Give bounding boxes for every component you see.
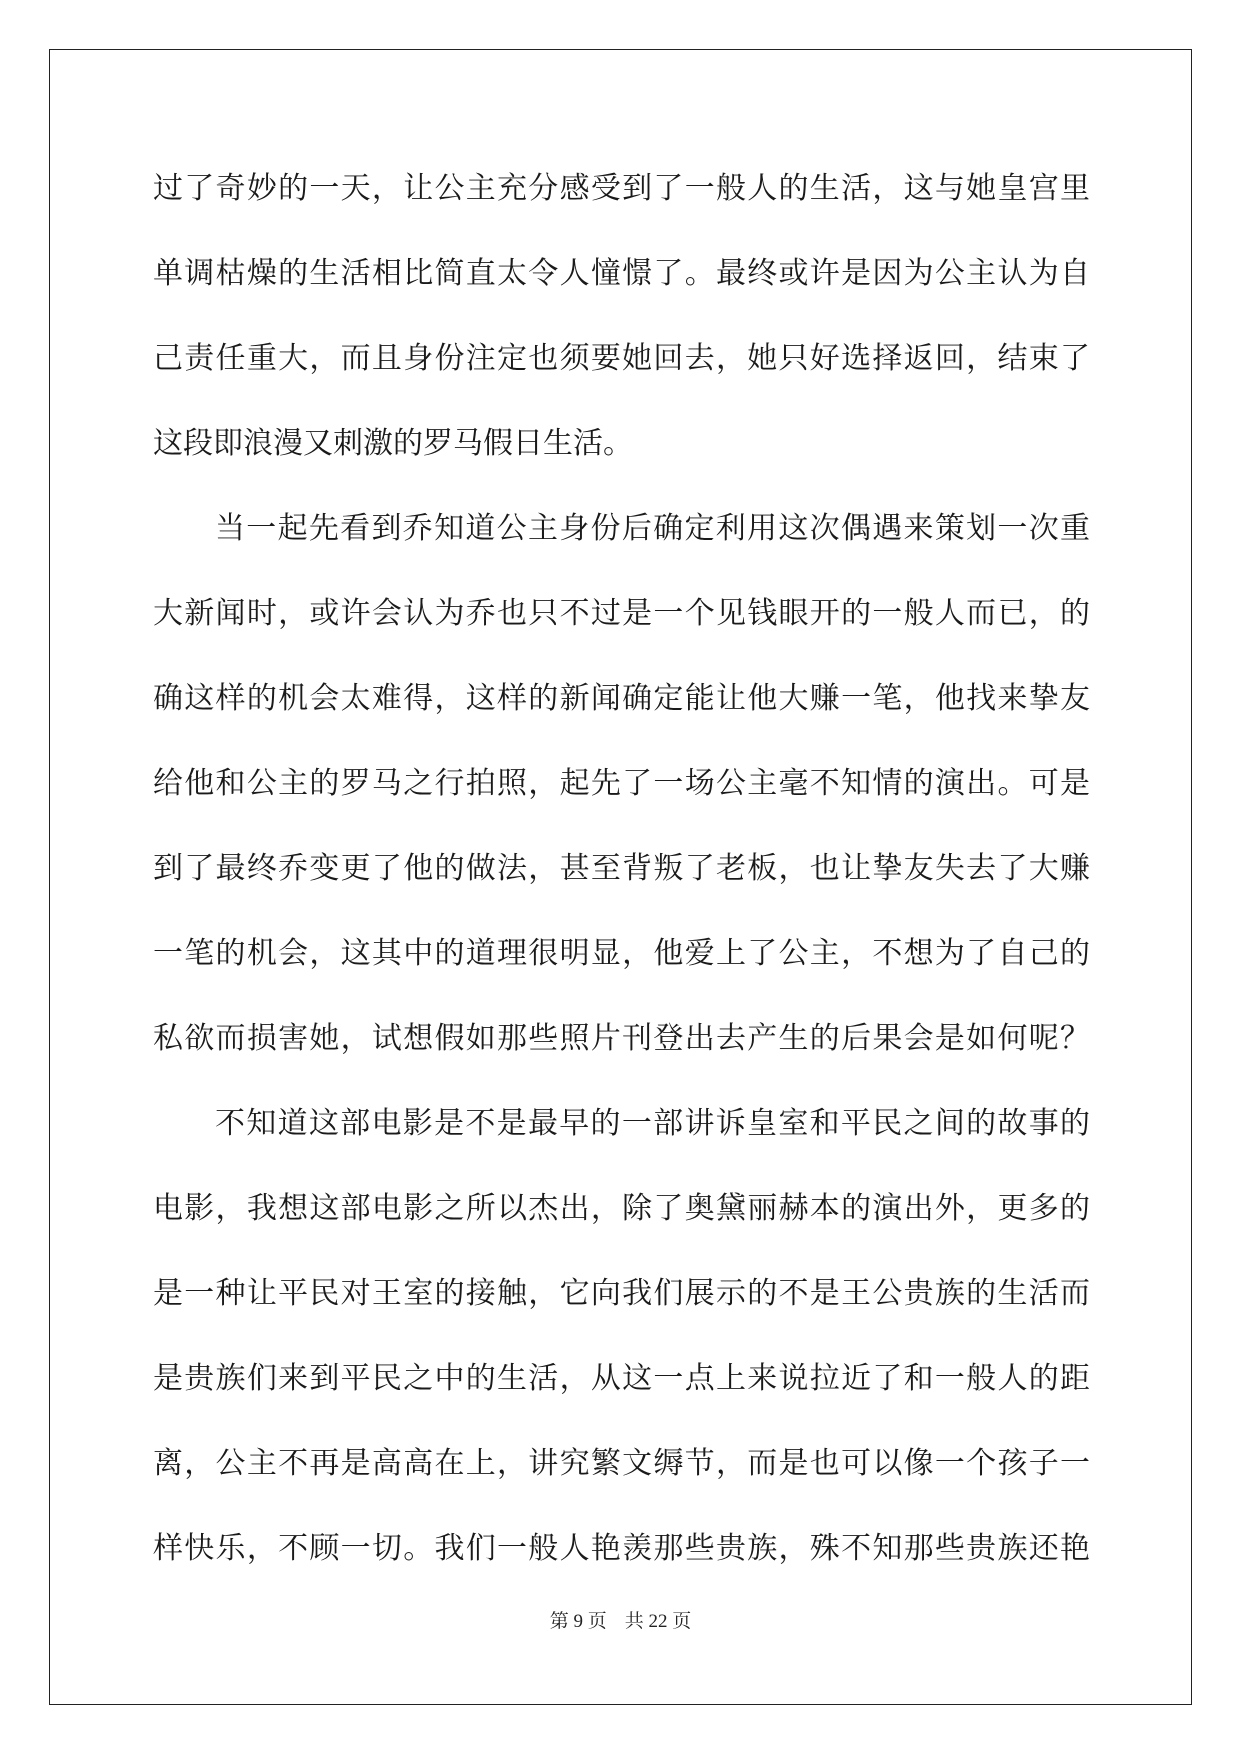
text-line: 单调枯燥的生活相比简直太令人憧憬了。最终或许是因为公主认为自	[153, 256, 1090, 291]
text-line: 私欲而损害她，试想假如那些照片刊登出去产生的后果会是如何呢？	[153, 1021, 1090, 1056]
text-line: 这段即浪漫又刺激的罗马假日生活。	[153, 426, 633, 461]
text-line: 确这样的机会太难得，这样的新闻确定能让他大赚一笔，他找来挚友	[153, 681, 1090, 716]
text-line: 给他和公主的罗马之行拍照，起先了一场公主毫不知情的演出。可是	[153, 766, 1090, 801]
text-line: 己责任重大，而且身份注定也须要她回去，她只好选择返回，结束了	[153, 341, 1090, 376]
text-line: 一笔的机会，这其中的道理很明显，他爱上了公主，不想为了自己的	[153, 936, 1090, 971]
text-line: 电影，我想这部电影之所以杰出，除了奥黛丽赫本的演出外，更多的	[153, 1191, 1090, 1226]
text-line: 是贵族们来到平民之中的生活，从这一点上来说拉近了和一般人的距	[153, 1361, 1090, 1396]
text-line: 是一种让平民对王室的接触，它向我们展示的不是王公贵族的生活而	[153, 1276, 1090, 1311]
page-number: 第 9 页	[549, 1611, 607, 1632]
paragraph-first-line: 不知道这部电影是不是最早的一部讲诉皇室和平民之间的故事的	[215, 1106, 1090, 1141]
paragraph-first-line: 当一起先看到乔知道公主身份后确定利用这次偶遇来策划一次重	[215, 511, 1090, 546]
text-line: 大新闻时，或许会认为乔也只不过是一个见钱眼开的一般人而已，的	[153, 596, 1090, 631]
text-line: 过了奇妙的一天，让公主充分感受到了一般人的生活，这与她皇宫里	[153, 171, 1090, 206]
text-line: 样快乐，不顾一切。我们一般人艳羡那些贵族，殊不知那些贵族还艳	[153, 1531, 1090, 1566]
text-line: 离，公主不再是高高在上，讲究繁文缛节，而是也可以像一个孩子一	[153, 1446, 1090, 1481]
total-pages: 共 22 页	[624, 1611, 692, 1632]
document-body	[153, 161, 1090, 1606]
text-line: 到了最终乔变更了他的做法，甚至背叛了老板，也让挚友失去了大赚	[153, 851, 1090, 886]
page-footer	[0, 1606, 1241, 1633]
